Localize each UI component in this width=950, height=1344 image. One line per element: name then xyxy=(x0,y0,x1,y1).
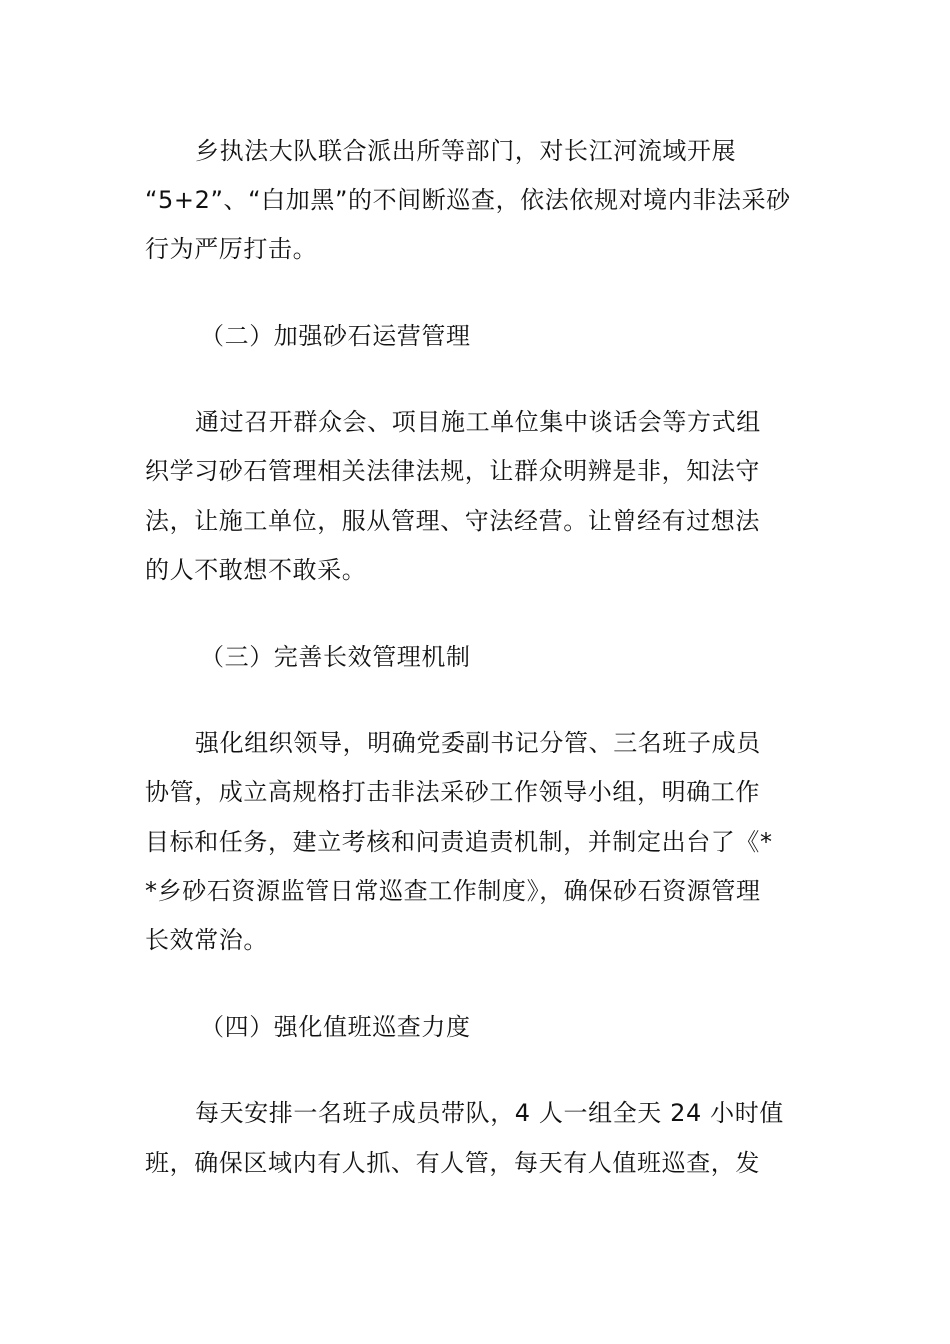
paragraph-1-line-3: 行为严厉打击。 xyxy=(145,235,318,263)
paragraph-2-line-4: 的人不敢想不敢采。 xyxy=(145,556,367,584)
paragraph-3-line-3: 目标和任务，建立考核和问责追责机制，并制定出台了《* xyxy=(145,828,773,856)
paragraph-3-line-1: 强化组织领导，明确党委副书记分管、三名班子成员 xyxy=(195,729,761,757)
paragraph-3-line-4: *乡砂石资源监管日常巡查工作制度》，确保砂石资源管理 xyxy=(145,877,761,905)
paragraph-3-line-5: 长效常治。 xyxy=(145,926,268,954)
paragraph-2-line-1: 通过召开群众会、项目施工单位集中谈话会等方式组 xyxy=(195,408,761,436)
paragraph-4-line-1: 每天安排一名班子成员带队，4 人一组全天 24 小时值 xyxy=(195,1099,784,1127)
paragraph-1-line-2: “5+2”、“白加黑”的不间断巡查，依法依规对境内非法采砂 xyxy=(145,186,791,214)
paragraph-2-line-3: 法，让施工单位，服从管理、守法经营。让曾经有过想法 xyxy=(145,507,760,535)
section-heading-4: （四）强化值班巡查力度 xyxy=(200,1013,471,1041)
paragraph-1-line-1: 乡执法大队联合派出所等部门，对长江河流域开展 xyxy=(195,137,737,165)
paragraph-4-line-2: 班，确保区域内有人抓、有人管，每天有人值班巡查，发 xyxy=(145,1149,760,1177)
section-heading-2: （二）加强砂石运营管理 xyxy=(200,322,471,350)
section-heading-3: （三）完善长效管理机制 xyxy=(200,643,471,671)
paragraph-3-line-2: 协管，成立高规格打击非法采砂工作领导小组，明确工作 xyxy=(145,778,760,806)
paragraph-2-line-2: 织学习砂石管理相关法律法规，让群众明辨是非，知法守 xyxy=(145,457,760,485)
